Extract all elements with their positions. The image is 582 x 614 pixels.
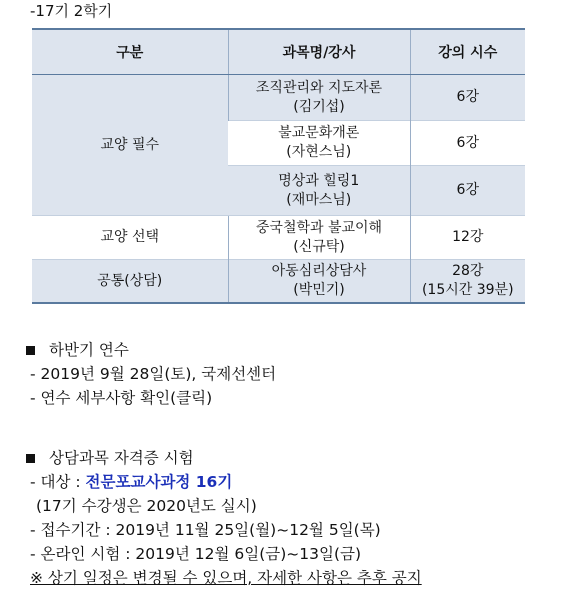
exam-target-label: - 대상 : bbox=[30, 473, 86, 491]
training-date: - 2019년 9월 28일(토), 국제선센터 bbox=[30, 365, 277, 383]
subject-name: 조직관리와 지도자론 bbox=[255, 79, 383, 96]
exam-target-sub: (17기 수강생은 2020년도 실시) bbox=[36, 497, 257, 515]
square-bullet-icon bbox=[26, 346, 35, 355]
section-title-row bbox=[22, 446, 422, 470]
table-row bbox=[32, 260, 525, 304]
exam-registration-period: - 접수기간 : 2019년 11월 25일(월)~12월 5일(목) bbox=[30, 521, 381, 539]
section-exam bbox=[22, 446, 422, 590]
table-row bbox=[32, 216, 525, 260]
lecturer-name: (김기섭) bbox=[293, 98, 345, 115]
subject-cell bbox=[228, 216, 410, 260]
exam-target bbox=[30, 470, 422, 494]
section-title-row bbox=[22, 338, 276, 362]
subject-name: 불교문화개론 bbox=[278, 125, 360, 141]
lecturer-name: (자현스님) bbox=[286, 144, 352, 160]
subject-name: 명상과 힐링1 bbox=[278, 172, 360, 189]
hours-cell: 6강 bbox=[410, 121, 525, 166]
hours-value: 28강 bbox=[452, 263, 484, 279]
section-title: 하반기 연수 bbox=[49, 341, 129, 359]
subject-name: 아동심리상담사 bbox=[271, 263, 367, 279]
category-common: 공통(상담) bbox=[32, 260, 228, 304]
subject-cell bbox=[228, 121, 410, 166]
lecturer-name: (신규탁) bbox=[293, 238, 345, 255]
subject-cell bbox=[228, 166, 410, 216]
header-hours: 강의 시수 bbox=[410, 29, 525, 75]
table-header-row bbox=[32, 29, 525, 75]
hours-cell: 12강 bbox=[410, 216, 525, 260]
exam-online-period: - 온라인 시험 : 2019년 12월 6일(금)~13일(금) bbox=[30, 545, 362, 563]
square-bullet-icon bbox=[26, 454, 35, 463]
subject-cell bbox=[228, 260, 410, 304]
subject-cell bbox=[228, 75, 410, 121]
lecturer-name: (박민기) bbox=[293, 282, 345, 298]
header-category: 구분 bbox=[32, 29, 228, 75]
section-title: 상담과목 자격증 시험 bbox=[49, 449, 194, 467]
hours-cell: 6강 bbox=[410, 166, 525, 216]
header-subject: 과목명/강사 bbox=[228, 29, 410, 75]
training-details-link[interactable]: - 연수 세부사항 확인(클릭) bbox=[30, 389, 213, 407]
category-required: 교양 필수 bbox=[32, 75, 228, 216]
semester-heading: -17기 2학기 bbox=[30, 2, 113, 20]
lecturer-name: (재마스님) bbox=[286, 191, 352, 208]
section-training bbox=[22, 338, 276, 410]
hours-duration: (15시간 39분) bbox=[421, 282, 514, 298]
subject-name: 중국철학과 불교이해 bbox=[255, 219, 383, 236]
category-elective: 교양 선택 bbox=[32, 216, 228, 260]
exam-target-highlight: 전문포교사과정 16기 bbox=[85, 473, 233, 491]
hours-cell: 6강 bbox=[410, 75, 525, 121]
table-row bbox=[32, 75, 525, 121]
curriculum-table bbox=[32, 28, 525, 304]
hours-cell bbox=[410, 260, 525, 304]
schedule-note: ※ 상기 일정은 변경될 수 있으며, 자세한 사항은 추후 공지 bbox=[30, 569, 422, 587]
